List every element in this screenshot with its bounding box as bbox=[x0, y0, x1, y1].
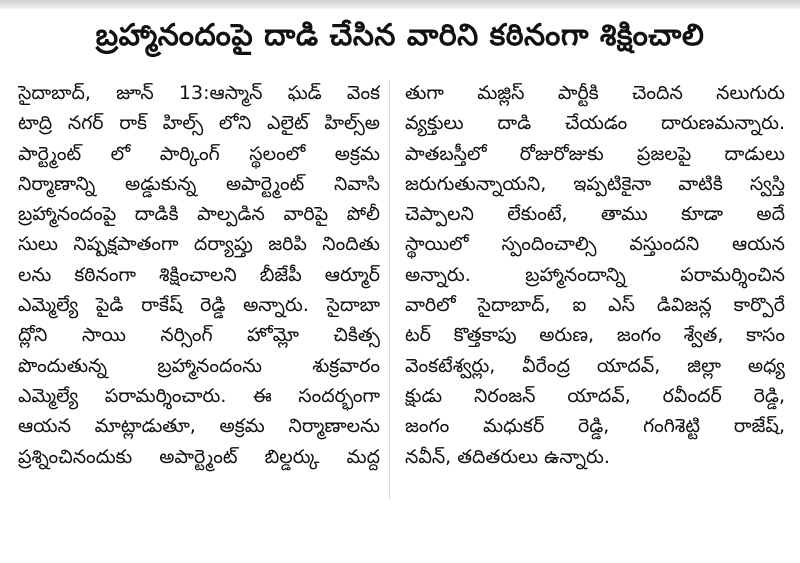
body-line: ప్రశ్నించినందుకు అపార్ట్మెంట్ బిల్డర్కు మద్ద bbox=[18, 445, 380, 468]
body-line: ఎమ్మెల్యే పైడి రాకేష్ రెడ్డి అన్నారు. సైదాబా bbox=[18, 294, 380, 317]
body-line: లను కఠినంగా శిక్షించాలని బీజేపీ ఆర్మూర్ bbox=[18, 263, 380, 286]
body-line: ద్లోని సాయి నర్సింగ్ హోమ్లో చికిత్స bbox=[18, 324, 380, 347]
body-line: తుగా మజ్లిస్ పార్టీకి చెందిన నలుగురు bbox=[405, 82, 785, 104]
body-line: జరుగుతున్నాయని, ఇప్పటికైనా వాటికి స్వస్తి bbox=[405, 172, 785, 195]
body-line: క్షుడు నిరంజన్ యాదవ్, రవీందర్ రెడ్డి, bbox=[405, 384, 785, 407]
body-line: అన్నారు. బ్రహ్మానందాన్ని పరామర్శించిన bbox=[405, 263, 785, 286]
body-line: వారిలో సైదాబాద్, ఐ ఎస్ డివిజన్ల కార్పొరే bbox=[405, 294, 785, 317]
body-line: సులు నిష్పక్షపాతంగా దర్యాప్తు జరిపి నిందితు bbox=[18, 233, 380, 256]
body-line: పార్ట్మెంట్ లో పార్కింగ్ స్థలంలో అక్రమ bbox=[18, 142, 380, 165]
body-line: టర్ కొత్తకాపు అరుణ, జంగం శ్వేత, కాసం bbox=[405, 324, 785, 347]
body-line: నిర్మాణాన్ని అడ్డుకున్న అపార్ట్మెంట్ నివాసి bbox=[18, 172, 380, 195]
article-column-left bbox=[18, 78, 380, 472]
body-line: బ్రహ్మానందంపై దాడికి పాల్పడిన వారిపై పోలీ bbox=[18, 203, 380, 226]
body-line: స్థాయిలో స్పందించాల్సి వస్తుందని ఆయన bbox=[405, 233, 785, 256]
body-line: పాతబస్తీలో రోజురోజుకు ప్రజలపై దాడులు bbox=[405, 142, 785, 165]
body-line: నవీన్, తదితరులు ఉన్నారు. bbox=[405, 445, 610, 468]
body-line: సైదాబాద్, జూన్ 13:ఆస్మాన్ ఘడ్ వెంక bbox=[18, 82, 380, 104]
body-line: పొందుతున్న బ్రహ్మానందంను శుక్రవారం bbox=[18, 354, 380, 377]
column-divider bbox=[389, 80, 390, 500]
body-line: చెప్పాలని లేకుంటే, తాము కూడా అదే bbox=[405, 203, 785, 226]
body-line: టాద్రి నగర్ రాక్ హిల్స్ లోని ఎలైట్ హిల్స్అ bbox=[18, 112, 380, 135]
body-line: ఎమ్మెల్యే పరామర్శించారు. ఈ సందర్భంగా bbox=[18, 384, 380, 407]
body-line: ఆయన మాట్లాడుతూ, అక్రమ నిర్మాణాలను bbox=[18, 415, 380, 438]
article-column-right bbox=[405, 78, 785, 472]
body-line: జంగం మధుకర్ రెడ్డి, గంగిశెట్టి రాజేష్, bbox=[405, 415, 785, 438]
body-line: వెంకటేశ్వర్లు, వీరేంద్ర యాదవ్, జిల్లా అధ్య bbox=[405, 354, 785, 377]
article-headline: బ్రహ్మానందంపై దాడి చేసిన వారిని కఠినంగా శిక్షించాలి bbox=[95, 18, 705, 53]
body-line: వ్యక్తులు దాడి చేయడం దారుణమన్నారు. bbox=[405, 112, 785, 135]
clipped-previous-article-strip bbox=[0, 0, 800, 9]
